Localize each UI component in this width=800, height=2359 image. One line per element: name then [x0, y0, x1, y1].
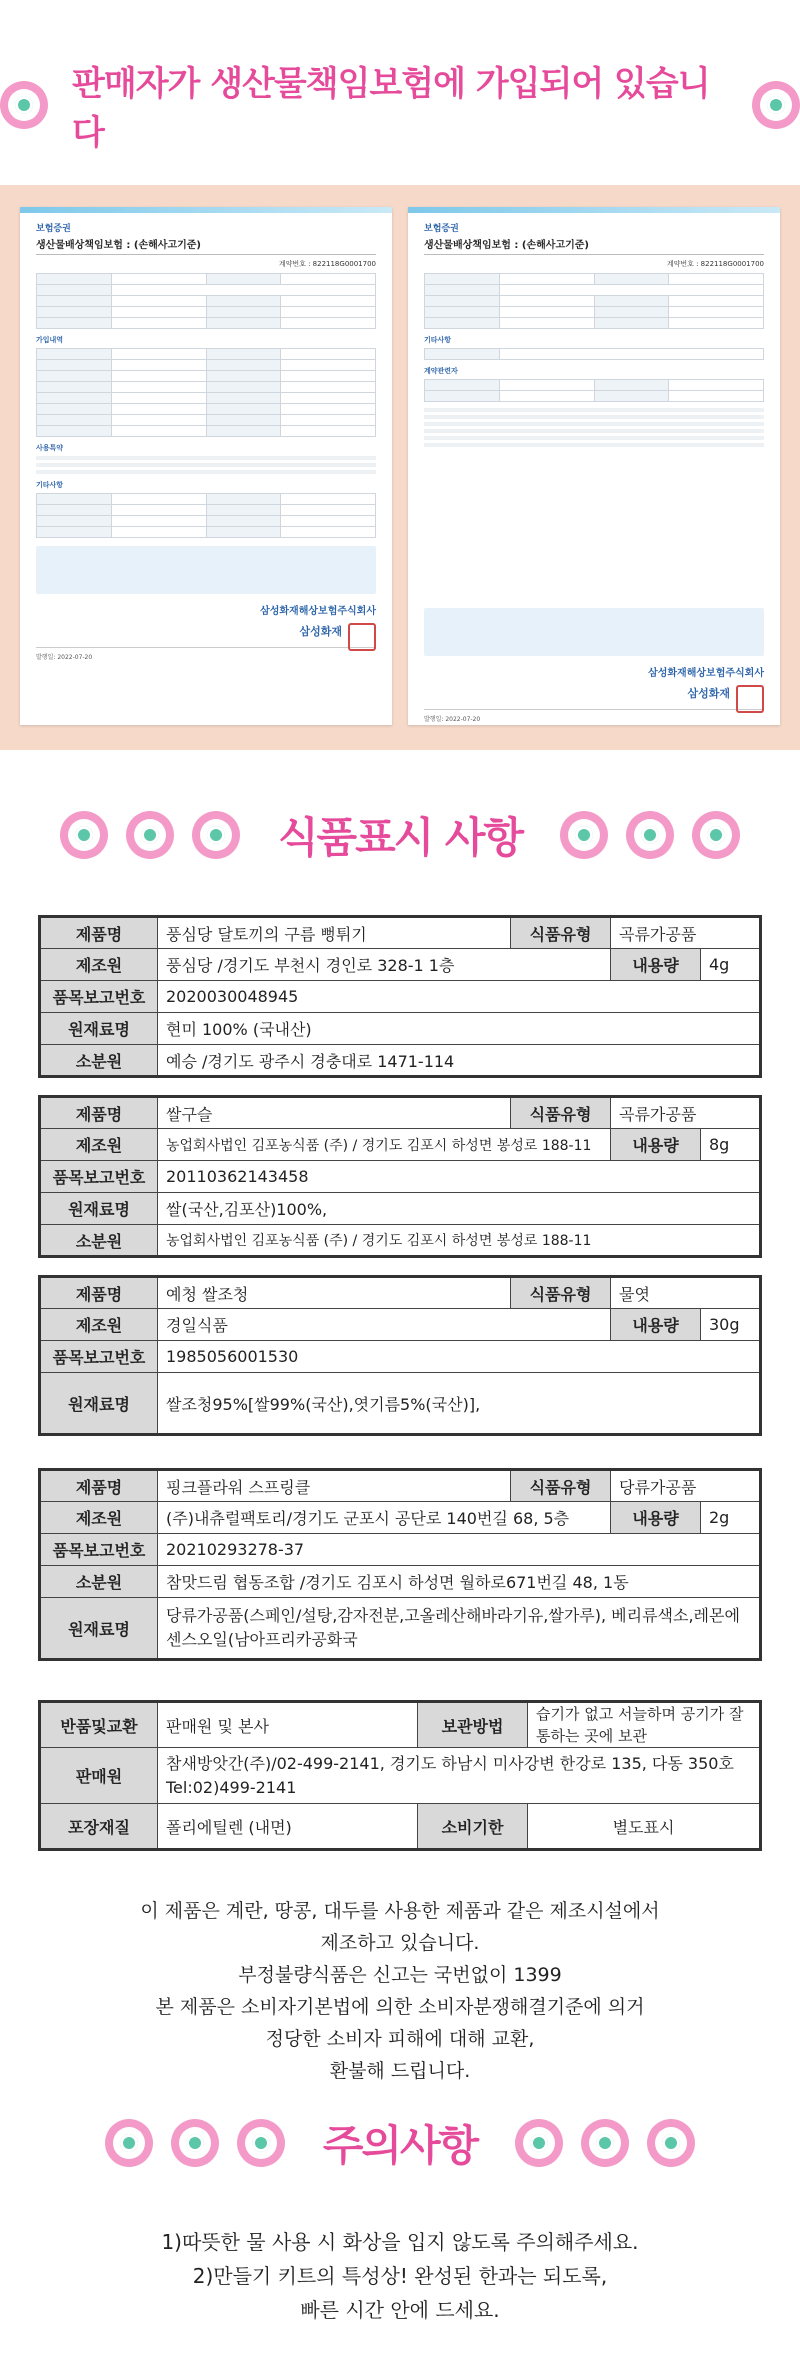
insurance-certificates: [0, 185, 800, 750]
label-distributor: 소분원: [40, 1225, 158, 1257]
notice-line: 환불해 드립니다.: [329, 2060, 471, 2082]
product-distributor: 농업회사법인 김포농식품 (주) / 경기도 김포시 하성면 봉성로 188-11: [158, 1225, 761, 1257]
insurance-banner: [0, 0, 800, 210]
label-maker: 제조원: [40, 949, 158, 981]
food-label-header: [0, 800, 800, 870]
product-report: 1985056001530: [158, 1341, 761, 1373]
product-distributor: 예승 /경기도 광주시 경충대로 1471-114: [158, 1045, 761, 1077]
seal-icon: [348, 623, 376, 651]
product-table-4: [38, 1468, 762, 1661]
general-info-table: [38, 1700, 762, 1851]
cert-info-table: [36, 273, 376, 329]
product-maker: 농업회사법인 김포농식품 (주) / 경기도 김포시 하성면 봉성로 188-11: [158, 1129, 611, 1161]
label-maker: 제조원: [40, 1129, 158, 1161]
product-ingredients: 현미 100% (국내산): [158, 1013, 761, 1045]
general-storage: 습기가 없고 서늘하며 공기가 잘통하는 곳에 보관: [528, 1702, 761, 1748]
label-ingredients: 원재료명: [40, 1013, 158, 1045]
product-volume: 30g: [701, 1309, 761, 1341]
product-name: 핑크플라워 스프링클: [158, 1470, 511, 1502]
product-name: 풍심당 달토끼의 구름 뻥튀기: [158, 917, 511, 949]
cert-footer: 발행일: 2022-07-20: [424, 709, 764, 723]
label-ingredients: 원재료명: [40, 1373, 158, 1435]
product-maker: 풍심당 /경기도 부천시 경인로 328-1 1층: [158, 949, 611, 981]
seal-icon: [736, 685, 764, 713]
flower-icon: [126, 811, 174, 859]
flower-icon: [0, 81, 48, 129]
product-volume: 4g: [701, 949, 761, 981]
product-type: 곡류가공품: [611, 1097, 761, 1129]
label-type: 식품유형: [511, 917, 611, 949]
product-type: 곡류가공품: [611, 917, 761, 949]
caution-line: 1)따뜻한 물 사용 시 화상을 입지 않도록 주의해주세요.: [161, 2230, 639, 2254]
banner-title: 판매자가 생산물책임보험에 가입되어 있습니다: [72, 64, 710, 153]
cert-company: 삼성화재해상보험주식회사: [260, 606, 376, 617]
cert-footer: 발행일: 2022-07-20: [36, 647, 376, 661]
caution-title: 주의사항: [322, 2121, 478, 2170]
product-table-3: [38, 1275, 762, 1436]
label-type: 식품유형: [511, 1277, 611, 1309]
product-table-1: [38, 915, 762, 1078]
product-name: 쌀구슬: [158, 1097, 511, 1129]
product-type: 당류가공품: [611, 1470, 761, 1502]
general-seller: 참새방앗간(주)/02-499-2141, 경기도 하남시 미사강변 한강로 135, 다동 350호 Tel:02)499-2141: [158, 1748, 761, 1804]
cert-heading: 보험증권: [424, 224, 459, 234]
flower-icon: [105, 2119, 153, 2167]
label-report: 품목보고번호: [40, 981, 158, 1013]
food-label-title: 식품표시 사항: [277, 813, 523, 862]
label-product: 제품명: [40, 917, 158, 949]
product-type: 물엿: [611, 1277, 761, 1309]
label-expiry: 소비기한: [418, 1804, 528, 1850]
caution-line: 빠른 시간 안에 드세요.: [300, 2298, 500, 2322]
cert-info-table: [424, 273, 764, 329]
label-volume: 내용량: [611, 949, 701, 981]
label-volume: 내용량: [611, 1309, 701, 1341]
label-maker: 제조원: [40, 1502, 158, 1534]
cert-notice-box: [36, 546, 376, 594]
label-volume: 내용량: [611, 1129, 701, 1161]
cert-contract-table: [424, 379, 764, 402]
general-packaging: 폴리에틸렌 (내면): [158, 1804, 418, 1850]
product-table-2: [38, 1095, 762, 1258]
product-ingredients: 당류가공품(스페인/설탕,감자전분,고올레산해바라기유,쌀가루), 베리류색소,레몬에센스오일(남아프리카공화국: [158, 1598, 761, 1660]
label-ingredients: 원재료명: [40, 1598, 158, 1660]
flower-icon: [560, 811, 608, 859]
label-seller: 판매원: [40, 1748, 158, 1804]
label-report: 품목보고번호: [40, 1161, 158, 1193]
product-report: 2020030048945: [158, 981, 761, 1013]
product-volume: 2g: [701, 1502, 761, 1534]
cert-notice-box: [424, 608, 764, 656]
label-report: 품목보고번호: [40, 1341, 158, 1373]
label-distributor: 소분원: [40, 1045, 158, 1077]
cert-other-table: [36, 493, 376, 538]
notice-line: 정당한 소비자 피해에 대해 교환,: [265, 2028, 535, 2050]
caution-line: 2)만들기 키트의 특성상! 완성된 한과는 되도록,: [192, 2264, 608, 2288]
cert-subheading: 생산물배상책임보험 : (손해사고기준): [424, 236, 764, 255]
notice-line: 본 제품은 소비자기본법에 의한 소비자분쟁해결기준에 의거: [155, 1996, 645, 2018]
label-ingredients: 원재료명: [40, 1193, 158, 1225]
flower-icon: [581, 2119, 629, 2167]
label-maker: 제조원: [40, 1309, 158, 1341]
certificate-right: [408, 207, 780, 725]
flower-icon: [626, 811, 674, 859]
cert-heading: 보험증권: [36, 224, 71, 234]
cert-number: 계약번호 : 822118G0001700: [278, 260, 376, 268]
flower-icon: [752, 81, 800, 129]
flower-icon: [692, 811, 740, 859]
flower-icon: [515, 2119, 563, 2167]
label-type: 식품유형: [511, 1097, 611, 1129]
product-ingredients: 쌀조청95%[쌀99%(국산),엿기름5%(국산)],: [158, 1373, 761, 1435]
product-maker: 경일식품: [158, 1309, 611, 1341]
general-exchange: 판매원 및 본사: [158, 1702, 418, 1748]
product-maker: (주)내츄럴팩토리/경기도 군포시 공단로 140번길 68, 5층: [158, 1502, 611, 1534]
cert-section-insured: 가입내역: [36, 336, 64, 344]
cert-brand: 삼성화재: [687, 687, 730, 700]
cert-section-other: 기타사항: [424, 336, 452, 344]
flower-icon: [192, 811, 240, 859]
label-volume: 내용량: [611, 1502, 701, 1534]
cert-other-table: [424, 348, 764, 360]
label-packaging: 포장재질: [40, 1804, 158, 1850]
product-name: 예청 쌀조청: [158, 1277, 511, 1309]
caution-header: [0, 2108, 800, 2178]
cert-coverage-table: [36, 348, 376, 437]
cert-number: 계약번호 : 822118G0001700: [666, 260, 764, 268]
flower-icon: [60, 811, 108, 859]
flower-icon: [647, 2119, 695, 2167]
label-type: 식품유형: [511, 1470, 611, 1502]
allergy-notice: [0, 1895, 800, 2087]
label-product: 제품명: [40, 1277, 158, 1309]
cert-brand: 삼성화재: [299, 625, 342, 638]
caution-text: [0, 2225, 800, 2327]
label-product: 제품명: [40, 1470, 158, 1502]
flower-icon: [171, 2119, 219, 2167]
certificate-left: [20, 207, 392, 725]
cert-company: 삼성화재해상보험주식회사: [648, 668, 764, 679]
notice-line: 부정불량식품은 신고는 국번없이 1399: [238, 1964, 562, 1986]
product-report: 20210293278-37: [158, 1534, 761, 1566]
flower-icon: [237, 2119, 285, 2167]
label-distributor: 소분원: [40, 1566, 158, 1598]
cert-subheading: 생산물배상책임보험 : (손해사고기준): [36, 236, 376, 255]
cert-section-other: 기타사항: [36, 481, 64, 489]
label-exchange: 반품및교환: [40, 1702, 158, 1748]
product-ingredients: 쌀(국산,김포산)100%,: [158, 1193, 761, 1225]
label-report: 품목보고번호: [40, 1534, 158, 1566]
product-report: 20110362143458: [158, 1161, 761, 1193]
label-product: 제품명: [40, 1097, 158, 1129]
product-distributor: 참맛드림 협동조합 /경기도 김포시 하성면 월하로671번길 48, 1동: [158, 1566, 761, 1598]
general-expiry: 별도표시: [528, 1804, 761, 1850]
product-volume: 8g: [701, 1129, 761, 1161]
label-storage: 보관방법: [418, 1702, 528, 1748]
cert-section-usage: 사용특약: [36, 444, 64, 452]
notice-line: 이 제품은 계란, 땅콩, 대두를 사용한 제품과 같은 제조시설에서: [140, 1900, 660, 1922]
notice-line: 제조하고 있습니다.: [320, 1932, 480, 1954]
cert-section-contract: 계약관련자: [424, 367, 458, 375]
